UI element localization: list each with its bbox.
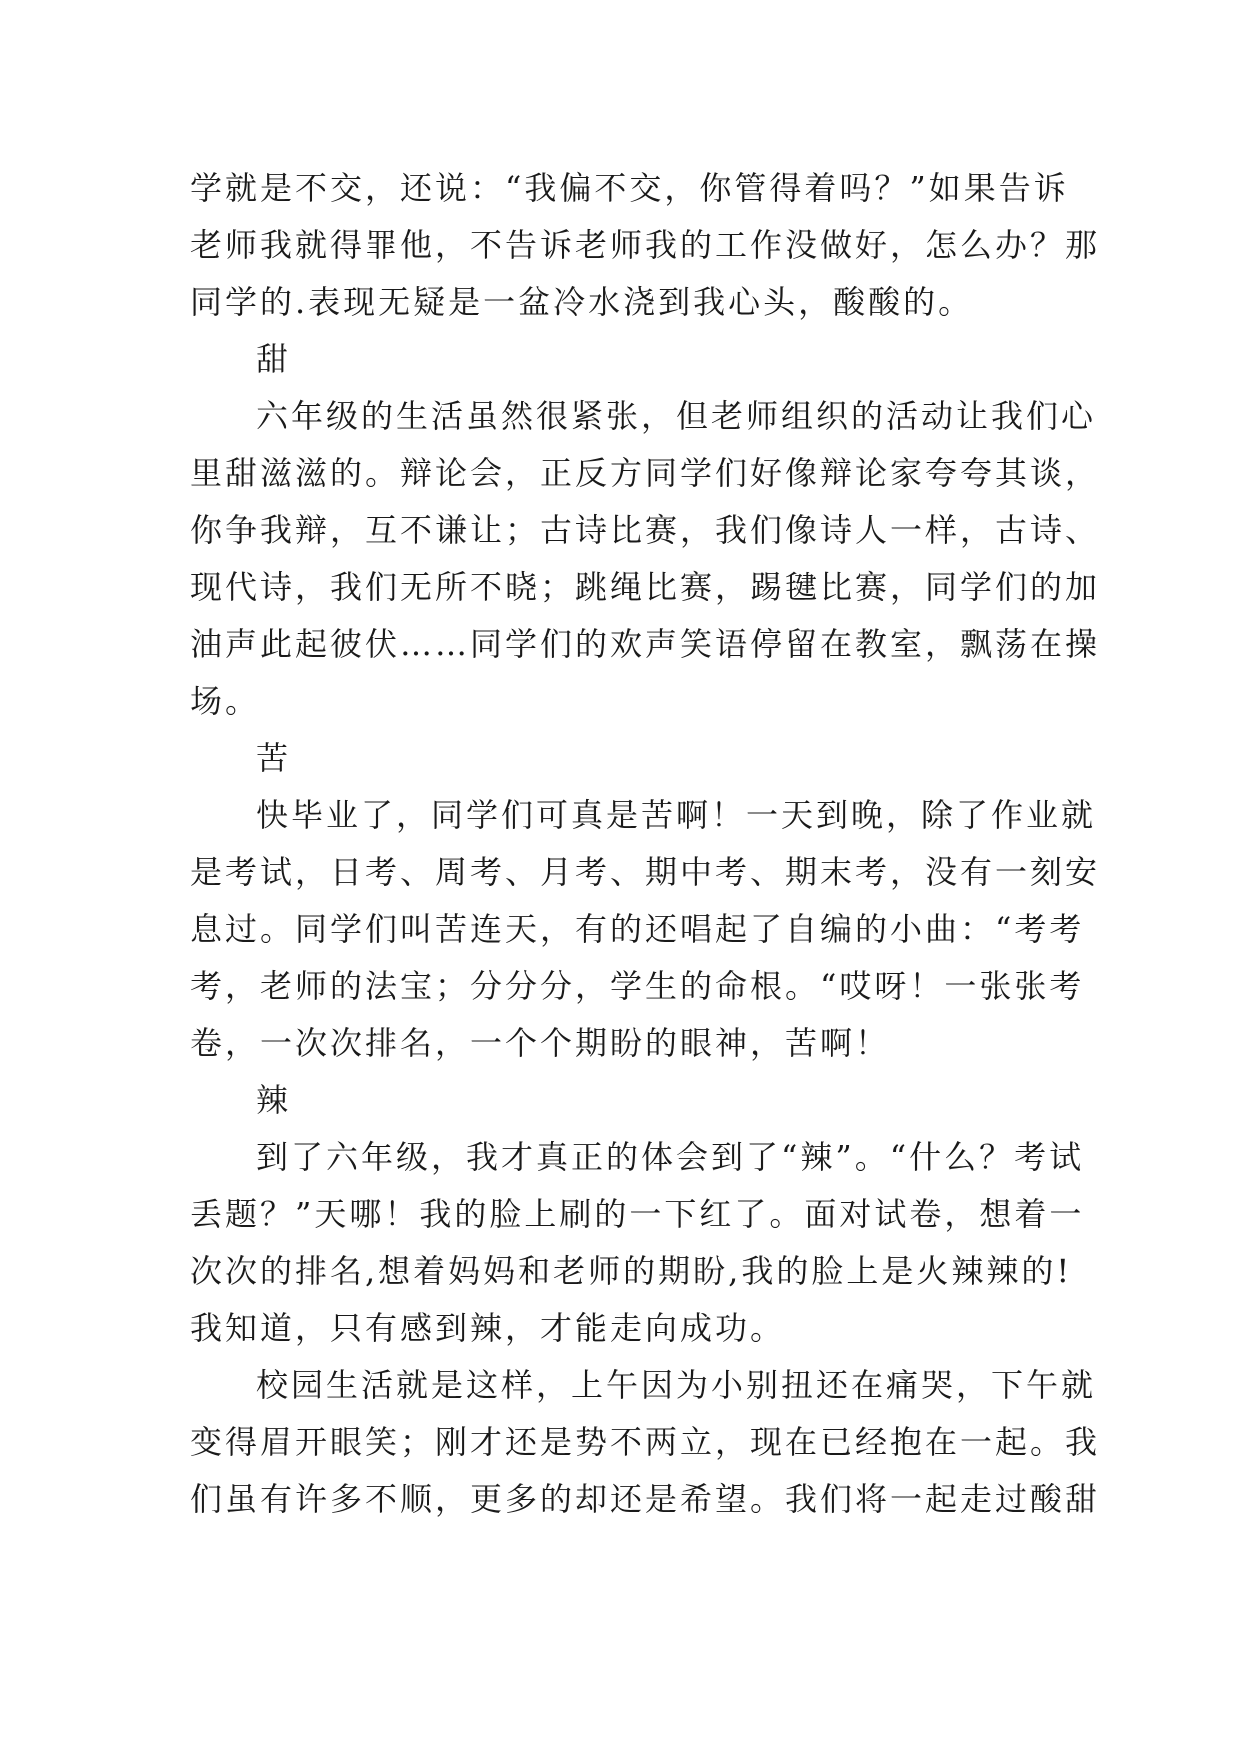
section-heading-spicy: 辣 <box>256 1081 292 1119</box>
paragraph-first-line: 六年级的生活虽然很紧张，但老师组织的活动让我们心 <box>256 397 1097 435</box>
section-heading-bitter: 苦 <box>256 739 292 777</box>
text-line: 们虽有许多不顺，更多的却还是希望。我们将一起走过酸甜 <box>190 1480 1101 1518</box>
text-line: 息过。同学们叫苦连天，有的还唱起了自编的小曲：“考考 <box>190 910 1085 948</box>
section-heading-sweet: 甜 <box>256 340 292 378</box>
paragraph-first-line: 快毕业了，同学们可真是苦啊！一天到晚，除了作业就 <box>256 796 1097 834</box>
document-body <box>190 160 1101 1528</box>
paragraph-first-line: 到了六年级，我才真正的体会到了“辣”。“什么？考试 <box>256 1138 1085 1176</box>
text-line: 是考试，日考、周考、月考、期中考、期末考，没有一刻安 <box>190 853 1101 891</box>
text-line: 我知道，只有感到辣，才能走向成功。 <box>190 1309 786 1347</box>
text-line: 丢题？”天哪！我的脸上刷的一下红了。面对试卷，想着一 <box>190 1195 1085 1233</box>
text-line: 里甜滋滋的。辩论会，正反方同学们好像辩论家夸夸其谈， <box>190 454 1101 492</box>
text-line: 现代诗，我们无所不晓；跳绳比赛，踢毽比赛，同学们的加 <box>190 568 1101 606</box>
text-line: 场。 <box>190 682 261 720</box>
text-line: 次次的排名,想着妈妈和老师的期盼,我的脸上是火辣辣的! <box>190 1252 1073 1290</box>
text-line: 考，老师的法宝；分分分，学生的命根。“哎呀！一张张考 <box>190 967 1085 1005</box>
text-line: 变得眉开眼笑；刚才还是势不两立，现在已经抱在一起。我 <box>190 1423 1101 1461</box>
text-line: 学就是不交，还说：“我偏不交，你管得着吗？”如果告诉 <box>190 169 1069 207</box>
text-line: 同学的.表现无疑是一盆冷水浇到我心头，酸酸的。 <box>190 283 974 321</box>
paragraph-first-line: 校园生活就是这样，上午因为小别扭还在痛哭，下午就 <box>256 1366 1097 1404</box>
text-line: 卷，一次次排名，一个个期盼的眼神，苦啊！ <box>190 1024 891 1062</box>
text-line: 老师我就得罪他，不告诉老师我的工作没做好，怎么办？那 <box>190 226 1101 264</box>
text-line: 你争我辩，互不谦让；古诗比赛，我们像诗人一样，古诗、 <box>190 511 1101 549</box>
text-line: 油声此起彼伏……同学们的欢声笑语停留在教室，飘荡在操 <box>190 625 1101 663</box>
